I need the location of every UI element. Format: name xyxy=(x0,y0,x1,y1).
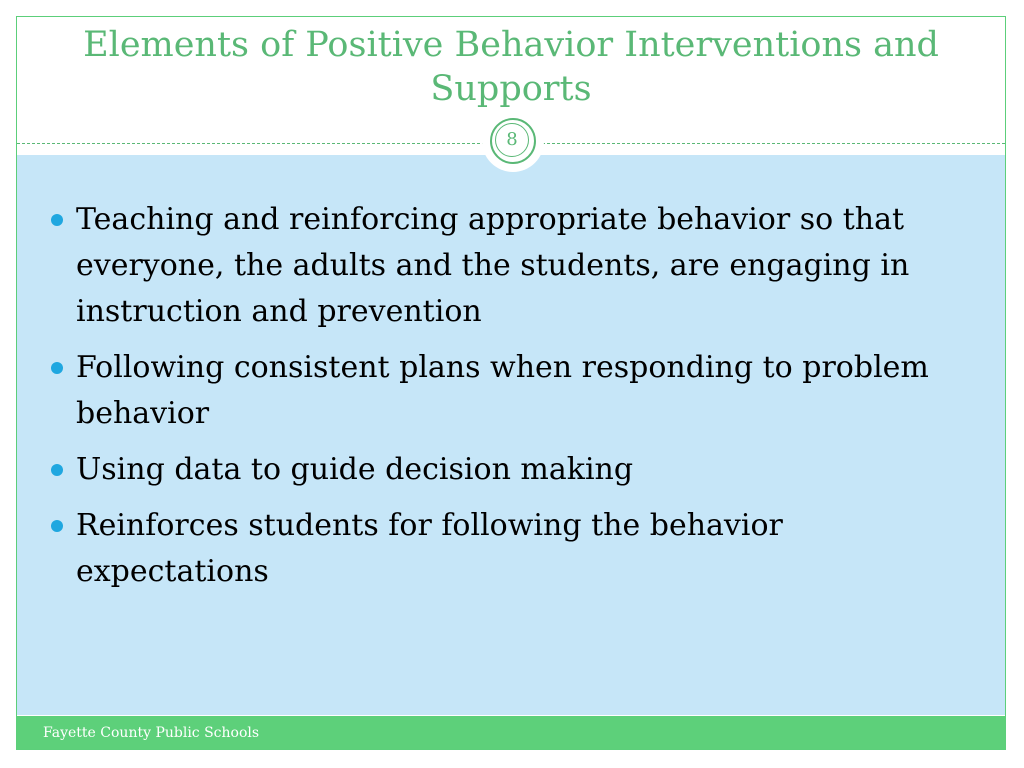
bullet-dot-icon xyxy=(51,464,63,476)
bullet-dot-icon xyxy=(51,362,63,374)
bullet-text: Using data to guide decision making xyxy=(76,452,634,487)
footer-text: Fayette County Public Schools xyxy=(43,725,260,741)
slide-number-badge xyxy=(482,110,544,172)
bullet-item xyxy=(47,503,947,595)
bullet-text: Teaching and reinforcing appropriate behavior so that everyone, the adults and the students, are engaging in instruction and prevention xyxy=(76,202,910,329)
bullet-dot-icon xyxy=(51,520,63,532)
slide-number: 8 xyxy=(495,123,529,157)
bullet-item xyxy=(47,345,947,437)
slide xyxy=(16,16,1006,750)
slide-title: Elements of Positive Behavior Interventions and Supports xyxy=(83,25,939,109)
bullet-dot-icon xyxy=(51,214,63,226)
footer-bar xyxy=(17,716,1005,750)
bullet-item xyxy=(47,197,947,335)
bullet-item xyxy=(47,447,947,493)
bullet-list xyxy=(47,197,947,605)
bullet-text: Reinforces students for following the behavior expectations xyxy=(76,508,783,589)
slide-number-ring xyxy=(490,118,536,164)
bullet-text: Following consistent plans when responding to problem behavior xyxy=(76,350,929,431)
